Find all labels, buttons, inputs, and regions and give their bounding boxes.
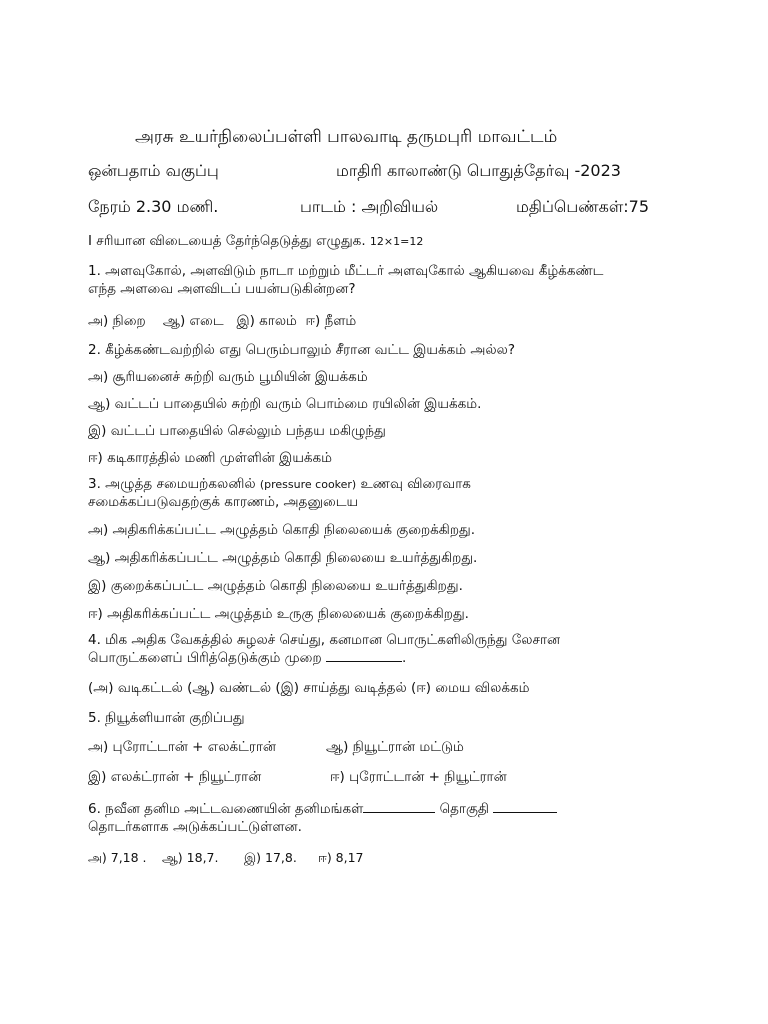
question-6-option-d: ஈ) 8,17 [318, 850, 364, 865]
question-3-option-c: இ) குறைக்கப்பட்ட அழுத்தம் கொதி நிலையை உயர்த்துகிறது. [88, 578, 463, 594]
question-2-option-a: அ) சூரியனைச் சுற்றி வரும் பூமியின் இயக்கம் [88, 369, 368, 385]
section-title [88, 232, 423, 251]
question-3-line-1 [88, 475, 471, 494]
question-2-option-b: ஆ) வட்டப் பாதையில் சுற்றி வரும் பொம்மை ரயிலின் இயக்கம். [88, 396, 482, 412]
question-3-option-a: அ) அதிகரிக்கப்பட்ட அழுத்தம் கொதி நிலையைக் குறைக்கிறது. [88, 522, 476, 538]
time-label: நேரம் 2.30 மணி. [88, 197, 219, 216]
question-4-text: பொருட்களைப் பிரித்தெடுக்கும் முறை [88, 650, 322, 666]
question-3-english-term: (pressure cooker) [259, 478, 357, 491]
class-label: ஒன்பதாம் வகுப்பு [88, 161, 219, 180]
answer-blank-1 [363, 812, 435, 813]
answer-blank [326, 661, 402, 662]
question-6-text-b: தொகுதி [439, 801, 489, 817]
question-6-line-1 [88, 800, 557, 818]
exam-title: மாதிரி காலாண்டு பொதுத்தேர்வு -2023 [336, 161, 621, 180]
question-5-option-c: இ) எலக்ட்ரான் + நியூட்ரான் [88, 769, 262, 785]
subject-label: பாடம் : அறிவியல் [300, 197, 439, 216]
question-5-option-d: ஈ) புரோட்டான் + நியூட்ரான் [330, 769, 507, 785]
option-c: இ) காலம் [236, 313, 297, 329]
section-instruction: I சரியான விடையைத் தேர்ந்தெடுத்து எழுதுக. [88, 233, 366, 249]
option-a: அ) நிறை [88, 313, 146, 329]
period: . [401, 650, 407, 666]
question-3-option-b: ஆ) அதிகரிக்கப்பட்ட அழுத்தம் கொதி நிலையை உயர்த்துகிறது. [88, 550, 478, 566]
question-6-option-a: அ) 7,18 . [88, 850, 147, 865]
question-3-text-a: 3. அழுத்த சமையற்கலனில் [88, 476, 256, 492]
question-6-option-b: ஆ) 18,7. [162, 850, 219, 865]
question-5-option-b: ஆ) நியூட்ரான் மட்டும் [326, 739, 464, 755]
question-1-line-1: 1. அளவுகோல், அளவிடும் நாடா மற்றும் மீட்டர் அளவுகோல் ஆகியவை கீழ்க்கண்ட [88, 263, 604, 279]
question-3-text-c: உணவு விரைவாக [360, 476, 471, 492]
question-1-options [88, 312, 356, 330]
question-6-text-a: 6. நவீன தனிம அட்டவணையின் தனிமங்கள் [88, 801, 364, 817]
question-1-line-2: எந்த அளவை அளவிடப் பயன்படுகின்றன? [88, 281, 356, 297]
answer-blank-2 [493, 812, 557, 813]
question-2-option-d: ஈ) கடிகாரத்தில் மணி முள்ளின் இயக்கம் [88, 450, 333, 466]
question-4-options: (அ) வடிகட்டல் (ஆ) வண்டல் (இ) சாய்த்து வடித்தல் (ஈ) மைய விலக்கம் [88, 680, 530, 696]
question-5-line-1: 5. நியூக்ளியான் குறிப்பது [88, 710, 245, 726]
question-6-line-2: தொடர்களாக அடுக்கப்பட்டுள்ளன. [88, 819, 302, 835]
question-3-option-d: ஈ) அதிகரிக்கப்பட்ட அழுத்தம் உருகு நிலையைக் குறைக்கிறது. [88, 606, 469, 622]
question-4-line-2 [88, 649, 406, 667]
school-name: அரசு உயர்நிலைப்பள்ளி பாலவாடி தருமபுரி மாவட்டம் [135, 127, 558, 147]
section-marks: 12×1=12 [369, 235, 424, 248]
question-2-line-1: 2. கீழ்க்கண்டவற்றில் எது பெரும்பாலும் சீரான வட்ட இயக்கம் அல்ல? [88, 342, 516, 358]
question-4-line-1: 4. மிக அதிக வேகத்தில் சுழலச் செய்து, கனமான பொருட்களிலிருந்து லேசான [88, 632, 561, 648]
marks-label: மதிப்பெண்கள்:75 [516, 197, 650, 216]
question-2-option-c: இ) வட்டப் பாதையில் செல்லும் பந்தய மகிழுந்து [88, 423, 386, 439]
question-3-line-2: சமைக்கப்படுவதற்குக் காரணம், அதனுடைய [88, 494, 359, 510]
question-5-option-a: அ) புரோட்டான் + எலக்ட்ரான் [88, 739, 276, 755]
option-d: ஈ) நீளம் [305, 313, 357, 329]
option-b: ஆ) எடை [162, 313, 224, 329]
question-6-option-c: இ) 17,8. [244, 850, 297, 865]
